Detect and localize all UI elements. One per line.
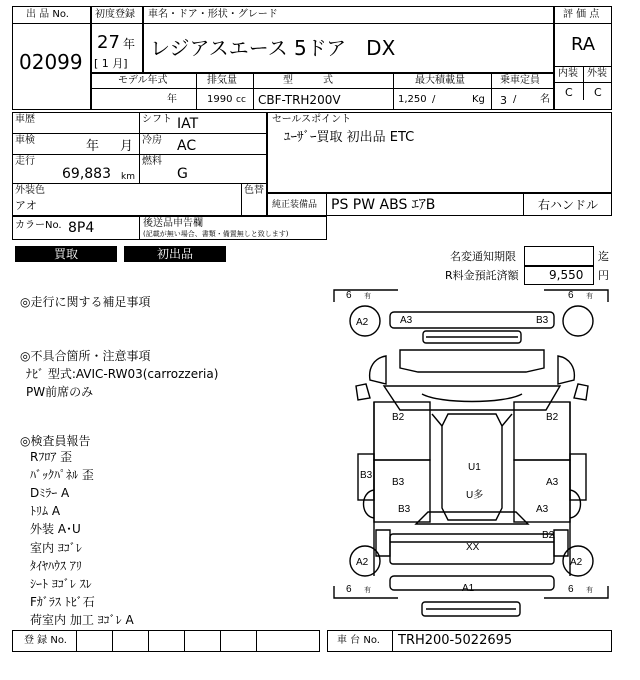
lot-label: 出 品 No. <box>26 9 69 20</box>
exterior-label: 外装 <box>587 68 607 79</box>
handle-side: 右ハンドル <box>538 198 599 212</box>
equipment-value: PS PW ABS ｴｱB <box>331 197 436 213</box>
lot-number: 02099 <box>19 50 83 74</box>
damage-mark: A2 <box>356 557 369 568</box>
inspector-line: ﾀｲﾔﾊｳｽ ｱﾘ <box>30 559 82 573</box>
tire-unit: 有 <box>586 587 593 594</box>
interior-label: 内装 <box>558 68 578 79</box>
inspector-line: 室内 ﾖｺﾞﾚ <box>30 541 82 555</box>
displacement-label: 排気量 <box>207 75 237 86</box>
capacity-separator: / <box>513 94 517 105</box>
exterior-grade: C <box>594 86 602 99</box>
model-year-label: モデル年式 <box>118 75 168 86</box>
load-unit: Kg <box>472 94 485 105</box>
badge-first-listing: 初出品 <box>124 246 226 262</box>
load-value: 1,250 <box>398 94 427 105</box>
fuel-label: 燃料 <box>142 156 162 167</box>
reg-year: 27 <box>97 32 120 53</box>
displacement-value: 1990 <box>207 94 233 105</box>
defect-line: PW前席のみ <box>26 385 94 399</box>
deadline-label: 名変通知期限 <box>450 250 516 263</box>
tire-unit: 有 <box>364 587 371 594</box>
mileage-label: 走行 <box>15 156 35 167</box>
damage-mark: U多 <box>466 490 484 501</box>
recycle-label: R料金預託済額 <box>445 269 519 282</box>
damage-mark: A1 <box>462 583 475 594</box>
model-year-unit: 年 <box>167 94 177 105</box>
inspector-line: Fｶﾞﾗｽ ﾄﾋﾞ石 <box>30 595 95 609</box>
damage-mark: B2 <box>392 412 405 423</box>
damage-mark: B3 <box>360 470 373 481</box>
damage-mark: B2 <box>542 530 555 541</box>
after-send-note: (記載が無い場合、書類・備置無しと致します) <box>143 230 289 238</box>
damage-mark: U1 <box>468 462 481 473</box>
ext-color-label: 外装色 <box>15 185 45 196</box>
inspection-label: 車検 <box>15 135 35 146</box>
badge-buyout: 買取 <box>15 246 117 262</box>
damage-mark: B2 <box>546 412 559 423</box>
inspector-line: Rﾌﾛｱ 歪 <box>30 450 73 464</box>
tire-unit: 有 <box>586 293 593 300</box>
interior-grade: C <box>565 86 573 99</box>
damage-mark: A3 <box>536 504 549 515</box>
load-separator: / <box>432 94 436 105</box>
damage-mark: B3 <box>398 504 411 515</box>
inspector-line: 外装 A･U <box>30 522 81 536</box>
recycle-value: 9,550 <box>549 268 584 282</box>
car-damage-diagram <box>330 286 612 626</box>
capacity-label: 乗車定員 <box>500 75 540 86</box>
chassis-label: 車 台 No. <box>337 635 380 646</box>
tire-mark: 6 <box>568 290 574 301</box>
mileage-value: 69,883 <box>62 166 111 182</box>
color-change-label: 色替 <box>244 185 264 196</box>
damage-mark: A3 <box>400 315 413 326</box>
damage-mark: B3 <box>392 477 405 488</box>
first-reg-label: 初度登録 <box>95 9 135 20</box>
overall-grade: RA <box>571 34 596 55</box>
ac-label: 冷房 <box>142 135 162 146</box>
inspector-line: Dﾐﾗｰ A <box>30 486 70 500</box>
type-label: 型 式 <box>283 75 333 86</box>
shift-label: シフト <box>142 114 172 125</box>
chassis-number: TRH200-5022695 <box>398 633 513 648</box>
inspector-line: ｼｰﾄ ﾖｺﾞﾚ ｽﾚ <box>30 577 92 591</box>
fuel-value: G <box>177 166 188 182</box>
inspection-month: 月 <box>120 139 134 154</box>
tire-mark: 6 <box>346 290 352 301</box>
inspector-line: ﾄﾘﾑ A <box>30 504 61 518</box>
displacement-unit: cc <box>236 95 246 105</box>
deadline-box <box>524 246 594 266</box>
capacity-value: 3 <box>500 94 507 107</box>
inspector-title: ◎検査員報告 <box>20 434 91 448</box>
sales-point-label: セールスポイント <box>272 114 352 125</box>
reg-no-label: 登 録 No. <box>24 635 67 646</box>
equipment-label: 純正装備品 <box>272 200 318 210</box>
reg-year-unit: 年 <box>123 37 136 51</box>
damage-mark: A2 <box>570 557 583 568</box>
reg-month: [ 1 月] <box>94 57 128 70</box>
tire-unit: 有 <box>364 293 371 300</box>
deadline-unit: 迄 <box>598 250 609 263</box>
tire-mark: 6 <box>346 584 352 595</box>
damage-mark: A2 <box>356 317 369 328</box>
supplement-title: ◎走行に関する補足事項 <box>20 295 151 309</box>
shift-value: IAT <box>177 116 199 132</box>
car-name: レジアスエース 5ドア DX <box>150 36 396 60</box>
color-no-label: カラーNo. <box>15 220 62 231</box>
inspector-line: ﾊﾞｯｸﾊﾟﾈﾙ 歪 <box>30 468 94 482</box>
after-send-label: 後送品申告欄 <box>143 218 203 229</box>
damage-mark: A3 <box>546 477 559 488</box>
capacity-unit: 名 <box>540 94 550 105</box>
damage-mark: XX <box>466 542 480 553</box>
ac-value: AC <box>177 138 197 154</box>
defect-line: ﾅﾋﾞ 型式:AVIC-RW03(carrozzeria) <box>26 367 219 381</box>
ext-color-value: アオ <box>15 199 37 212</box>
recycle-unit: 円 <box>598 269 609 282</box>
defects-title: ◎不具合箇所・注意事項 <box>20 349 151 363</box>
model-type: CBF-TRH200V <box>258 93 341 107</box>
grade-label: 評 価 点 <box>563 9 600 20</box>
color-no-value: 8P4 <box>68 220 95 236</box>
sales-point: ﾕｰｻﾞｰ買取 初出品 ETC <box>284 130 415 145</box>
tire-mark: 6 <box>568 584 574 595</box>
mileage-unit: km <box>121 172 135 182</box>
inspector-line: 荷室内 加工 ﾖｺﾞﾚ A <box>30 613 134 627</box>
car-name-label: 車名・ドア・形状・グレード <box>148 9 278 20</box>
damage-mark: B3 <box>536 315 549 326</box>
load-label: 最大積載量 <box>415 75 465 86</box>
inspection-year: 年 <box>86 139 100 154</box>
history-label: 車歴 <box>15 114 35 125</box>
